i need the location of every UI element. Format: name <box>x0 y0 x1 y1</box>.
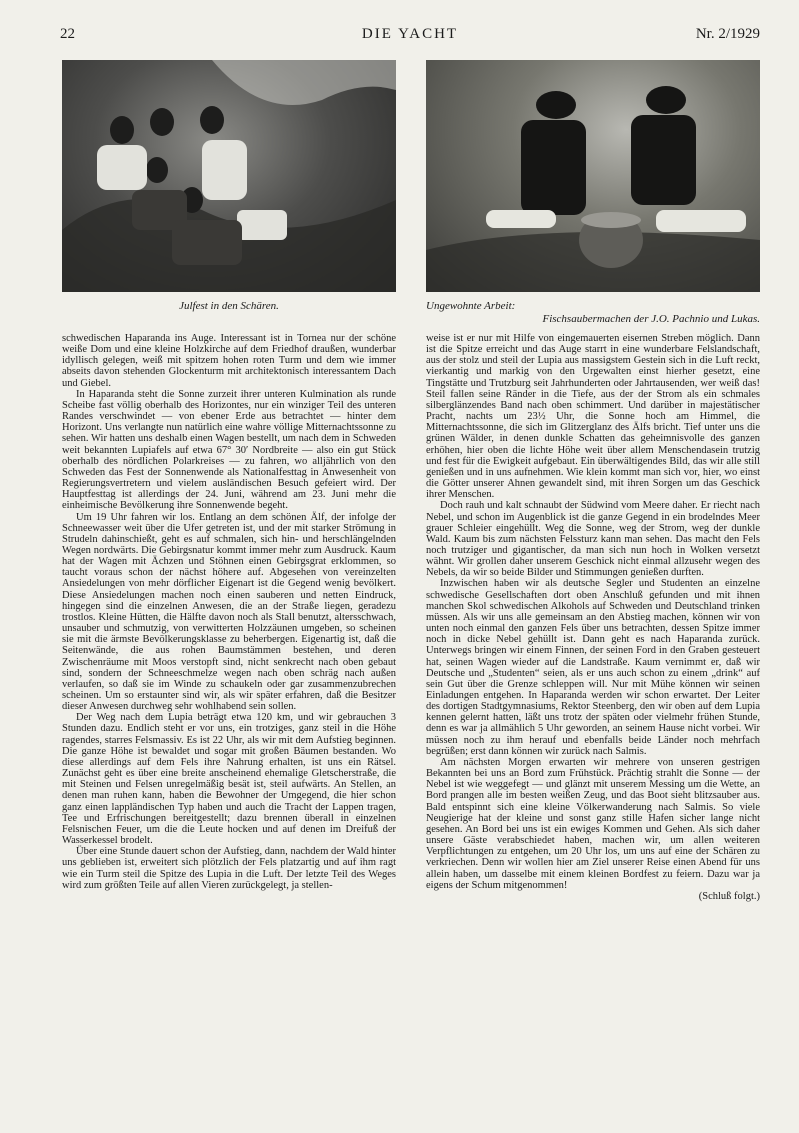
caption-right-line1: Ungewohnte Arbeit: <box>426 300 516 312</box>
page-header <box>60 26 760 46</box>
paragraph: Der Weg nach dem Lupia beträgt etwa 120 km, und wir gebrauchen 3 Stunden dazu. Endlich steht er vor uns, ein trotziges, ganz steil in die Höhe ragendes, starres Felsmassiv. Es ist 22 Uhr, als wir mit dem Aufstieg beginnen. Die ganze Höhe ist bewaldet und sogar mit großen Bäumen bestanden. Wo diese allerdings auf dem Fels ihre Nahrung erhalten, ist uns ein Rätsel. Zunächst geht es über eine breite anscheinend ehemalige Gletscherstraße, die mit Steinen und Felsen unregelmäßig besät ist, steil aufwärts. An Stellen, an denen man ruhen kann, haben die Bewohner der Umgegend, die hier schon ganz einen lappländischen Typ haben und auch die Tracht der Lappen tragen, Tee und Erfrischungen bereitgestellt; dazu brennen überall in einzelnen Felsnischen Feuer, um die die Leute hocken und auf denen im Dreifuß der Wasserkessel brodelt. <box>62 712 396 847</box>
magazine-title: DIE YACHT <box>361 26 459 42</box>
paragraph: Am nächsten Morgen erwarten wir mehrere von unseren gestrigen Bekannten bei uns an Bord zum Frühstück. Prächtig strahlt die Sonne — der Nebel ist wie weggefegt — und glänzt mit unserem Messing um die Wette, an Bord prangen alle im besten weißen Zeug, und das Boot sieht blitzsauber aus. Bald entspinnt sich eine kleine Völkerwanderung nach Salmis. So viele Neugierige hat der kleine und sonst ganz stille Hafen sicher lange nicht gesehen. An Bord bei uns ist ein ewiges Kommen und Gehen. Als sich daher unsere Gäste verabschiedet haben, machen wir, um allen weiteren Verpflichtungen zu entgehen, um 20 Uhr los, um uns auf eine der Schären zu verkriechen. Denn wir wollen hier am Ziel unserer Reise einen Abend für uns allein haben, um dasselbe mit einem kleinen Bordfest zu feiern. Dazu war ja eigens der Schum mitgenommen! <box>426 756 760 891</box>
page-number: 22 <box>60 26 75 42</box>
paragraph: Um 19 Uhr fahren wir los. Entlang an dem schönen Älf, der infolge der Schneewasser weit über die Ufer getreten ist, und der mit starker Strömung in Strudeln dahinschießt, geht es auf schmalen, sich hin- und herschlängelnden Wegen nordwärts. Die Gebirgsnatur kommt immer mehr zum Ausdruck. Kaum hat der Wagen mit Ächzen und Stöhnen einen Gebirgsgrat erklommen, so taucht voraus schon der nächst höhere auf. Abgesehen von vereinzelten Ansiedelungen von mehr dörflicher Eigenart ist die Gegend wenig bevölkert. Diese Ansiedelungen machen noch einen sauberen und netten Eindruck, hingegen sind die einzelnen Anwesen, die an der Straße liegen, geradezu trostlos. Kleine Hütten, die Hälfte davon noch als Stall benutzt, altersschwach, unsauber und schmutzig, von verwitterten Holzzäunen umgeben, so scheinen sie mit die ärmste Bevölkerungsklasse zu beherbergen. Eigenartig ist, daß die Seitenwände, die aus rohen Baumstämmen bestehen, und deren Zwischenräume mit Moos verstopft sind, nicht senkrecht nach oben gebaut sind, sondern der Schneeschmelze wegen nach oben schräg nach außen verlaufen, so daß sie im Winde zu schaukeln oder gar zusammenzubrechen scheinen. Um so erstaunter sind wir, als wir später erfahren, daß die Besitzer dieser Anwesen durchweg sehr wohlhabend sein sollen. <box>62 511 396 713</box>
paragraph: weise ist er nur mit Hilfe von eingemauerten eisernen Streben möglich. Dann ist die Spitze erreicht und das Auge starrt in eine wunderbare Felslandschaft, aus der stolz und steil der Lupia aus massigstem Gestein sich in die Luft reckt, vierkantig und markig von den Urgewalten einst hierher gesetzt, eine Tingstätte und Trutzburg seit Jahrhunderten oder Jahrtausenden, wer weiß das! Steil fallen seine Ränder in die Tiefe, aus der der Strom als ein schmales silberglänzendes Band nach oben schimmert. Und darüber in majestätischer Pracht, nachts um 23½ Uhr, die Sonne hoch am Himmel, die Mitternachtssonne, die sich im Glitzerglanz des Älfs bricht. Tief unter uns die grünen Wälder, in denen dunkle Schatten das geheimnisvolle des ganzen erhöhen, hier oben die lichte Höhe weit über allem Menschendasein trutzig und fest für die Ewigkeit aufgebaut. Ein überwältigendes Bild, das wir alle still genießen und in uns aufnehmen. Wie klein kommt man sich vor, hier, wo einst die Götter unserer Ahnen gewandelt sind, mit ihren Sorgen um das Geschick ihrer Menschen. <box>426 333 760 501</box>
paragraph: Doch rauh und kalt schnaubt der Südwind vom Meere daher. Er riecht nach Nebel, und schon im Augenblick ist die ganze Gegend in ein brodelndes Meer grauer Schleier eingehüllt. Weg die Sonne, weg der Strom, weg der dunkle Wald. Kaum bis zum nächsten Felssturz kann man sehen. Das macht den Fels noch trutziger und gigantischer, da man sich nun hoch in Wolken versetzt wähnt. Wir grollen daher unserem Geschick nicht einmal allzusehr wegen des Nebels, da wir so beide Bilder und Stimmungen genießen durften. <box>426 500 760 579</box>
paragraph: schwedischen Haparanda ins Auge. Interessant ist in Tornea nur der schöne weiße Dom und eine kleine Holzkirche auf dem Friedhof draußen, wunderbar idyllisch gelegen, weiß mit spitzem hohen roten Turm und dem wie immer abseits davon stehenden Glockenturm mit architektonisch interessantem Dach und Giebel. <box>62 333 396 389</box>
paragraph: In Haparanda steht die Sonne zurzeit ihrer unteren Kulmination als runde Scheibe fast völlig oberhalb des Horizontes, nur ein winziger Teil des unteren Randes verschwindet — von ebener Erde aus betrachtet — hinter dem Horizont. Uns verlangte nun natürlich eine wahre völlige Mitternachtssonne zu sehen. Wir hatten uns deshalb einen Wagen bestellt, um nach dem in Schweden weit bekannten Lupiafels auf etwa 67° 30′ Nordbreite — also ein gut Stück oberhalb des nördlichen Polarkreises — zu fahren, wo alljährlich von den Schweden das Fest der Sonnenwende als Nationalfesttag in Anwesenheit von Regierungsvertretern und vielem ausländischen Besuch gefeiert wird. Der Hauptfesttag ist allerdings der 24. Juni, während am 23. Juni mehr die einheimische Bevölkerung ihre Sonnenwende begeht. <box>62 388 396 512</box>
issue-number: Nr. 2/1929 <box>695 26 760 42</box>
continued-note: (Schluß folgt.) <box>698 890 760 902</box>
paragraph: Über eine Stunde dauert schon der Aufstieg, dann, nachdem der Wald hinter uns geblieben ist, erweitert sich plötzlich der Fels platzartig und auf ihm ragt wie ein Turm steil die Spitze des Lupia in die Luft. Der letzte Teil des Weges wird zum größten Teile auf allen Vieren zurückgelegt, ja stellen- <box>62 846 396 891</box>
photo-julfest <box>62 60 396 292</box>
caption-left: Julfest in den Schären. <box>179 300 279 312</box>
paragraph: Inzwischen haben wir als deutsche Segler und Studenten an einzelne schwedische Gesellschaften dort oben Anschluß gefunden und mit ihnen manchen Skol schwedischen Alkohols auf Schweden und Deutschland trinken müssen. Als wir uns alle gemeinsam an den Abstieg machen, können wir von unten noch einmal den ganzen Fels über uns betrachten, dessen Spitze immer noch in dicke Nebel gehüllt ist. Dann geht es nach Haparanda zurück. Unterwegs bringen wir einem Finnen, der seinen Ford in den Graben gesteuert hat, seinen Wagen wieder auf die Landstraße. Kaum vernimmt er, daß wir Deutsche und „Studenten“ seien, als er uns auch schon zu einem „drink“ auf sein Gut über die Grenze schleppen will. Nur mit Mühe können wir seinen Einladungen entgehen. In Haparanda werden wir schon erwartet. Der Leiter des dortigen Stadtgymnasiums, Rektor Steenberg, den wir oben auf dem Lupia kennen gelernt hatten, läßt uns trotz der späten oder vielmehr frühen Stunde, denn es war ja allmählich 5 Uhr geworden, an seinem Hause nicht vorbei. Wir müssen noch zu ihm herauf und ebenfalls beide Länder noch mehrfach begrüßen; erst dann können wir zurück nach Salmis. <box>426 578 760 757</box>
caption-right-line2: Fischsaubermachen der J.O. Pachnio und Lukas. <box>542 313 760 325</box>
article-column-right <box>426 333 760 902</box>
photo-fish-cleaning <box>426 60 760 292</box>
article-column-left <box>62 333 396 891</box>
